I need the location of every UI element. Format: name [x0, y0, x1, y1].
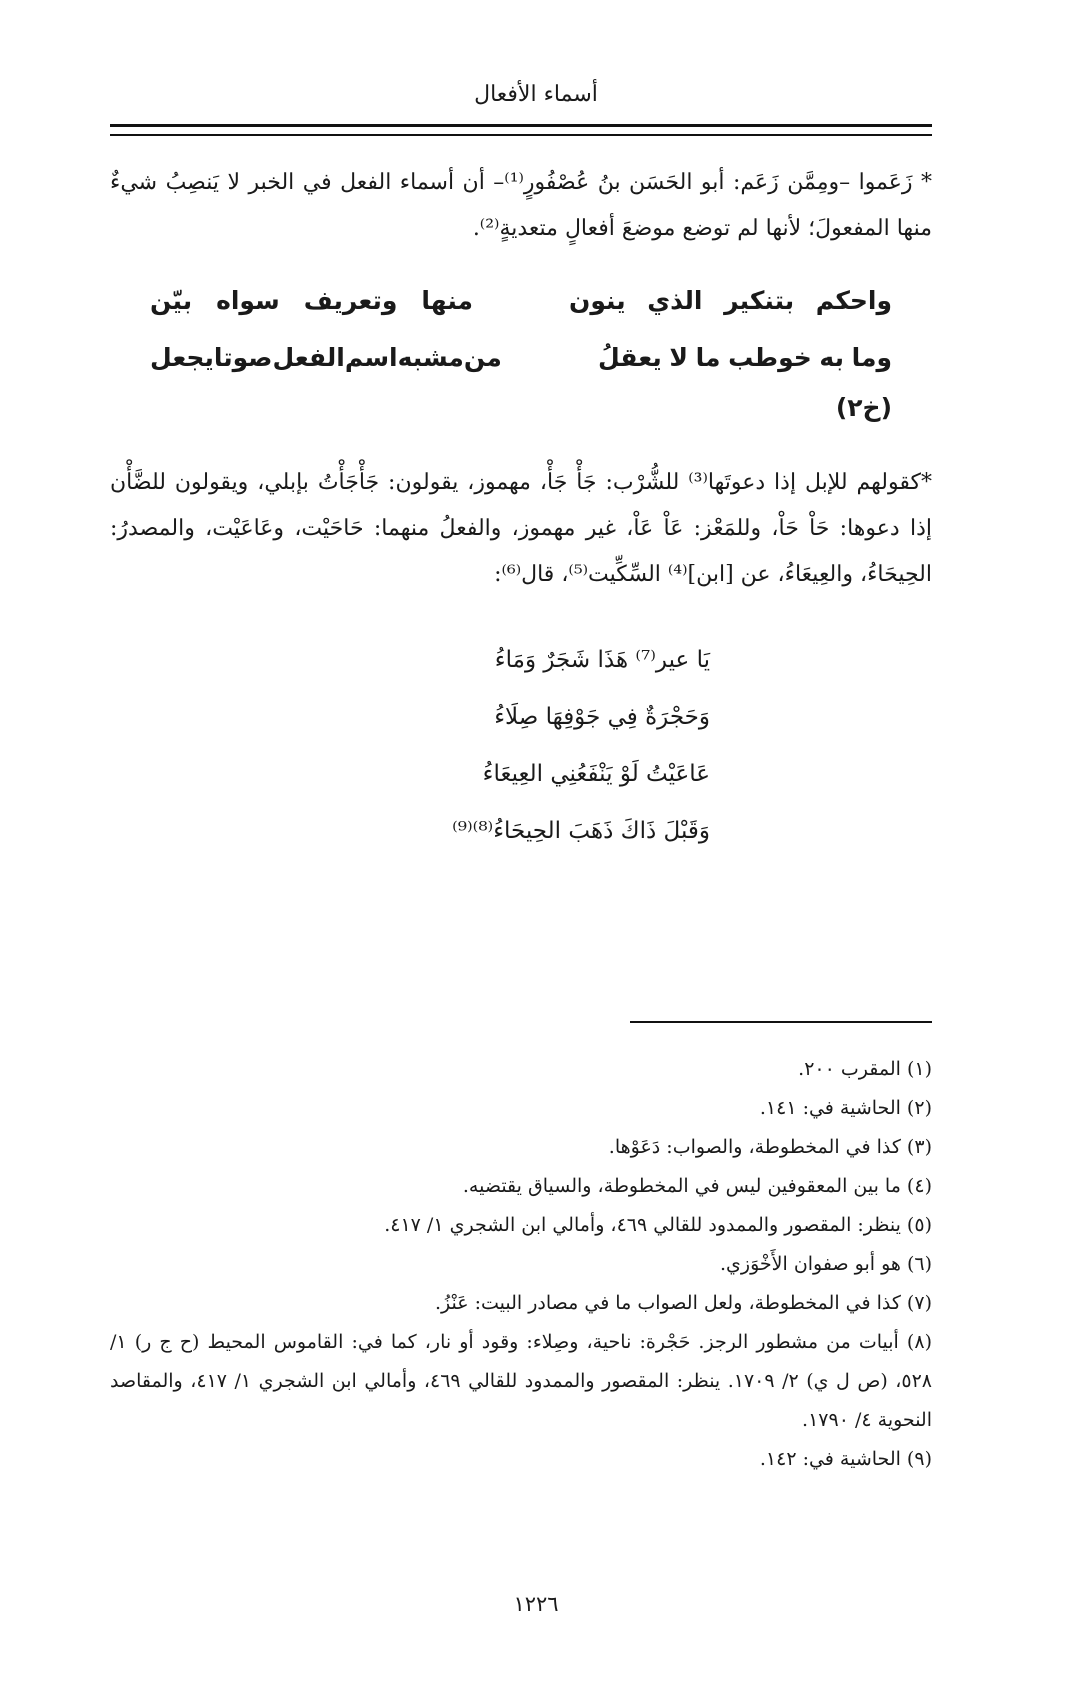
poem-word: يعقلُ	[597, 343, 662, 372]
footnote: (١) المقرب ٢٠٠.	[798, 1058, 932, 1080]
footnote: (٧) كذا في المخطوطة، ولعل الصواب ما في مصادر البيت: عَنْزُ.	[434, 1292, 932, 1314]
paragraph-commentary-1: * زَعَموا –ومِمَّن زَعَم: أبو الحَسَن بنُ عُصْفُورٍ⁽¹⁾– أن أسماء الفعل في الخبر لا يَنصِبُ شيءٌ منها المفعولَ؛ لأنها لم توضع موضعَ أفعالٍ متعديةٍ⁽²⁾.	[110, 170, 932, 241]
verse-line: وَقَبْلَ ذَاكَ ذَهَبَ الحِيحَاءُ⁽⁸⁾⁽⁹⁾	[452, 818, 710, 844]
poem-line-2	[150, 330, 892, 386]
verse-line: وَحَجْرَةٌ فِي جَوْفِهَا صِلَاءُ	[494, 704, 710, 730]
poem-word: ينون	[569, 286, 626, 315]
poem-line-2-second-hemistich	[150, 330, 502, 386]
poem-line-2-first-hemistich	[598, 330, 892, 386]
header-rule-thick	[110, 124, 932, 127]
footnote: (٤) ما بين المعقوفين ليس في المخطوطة، والسياق يقتضيه.	[462, 1175, 932, 1197]
poem-word: الذي	[647, 286, 703, 315]
running-header: أسماء الأفعال	[474, 82, 598, 107]
poem-word: وما	[851, 343, 892, 372]
poem-word: اسم	[344, 343, 398, 372]
rajaz-verses	[0, 632, 1072, 860]
poem-word: سواه	[216, 286, 280, 315]
header-rule-thin	[110, 134, 932, 136]
poem-word: بتنكير	[724, 286, 795, 315]
verse-line: عَاعَيْتُ لَوْ يَنْفَعُنِي العِيعَاءُ	[482, 761, 710, 787]
footnotes	[110, 1050, 932, 1479]
poem-word: ما	[695, 343, 721, 372]
footnote: (٣) كذا في المخطوطة، والصواب: دَعَوْها.	[608, 1136, 932, 1158]
poem-word: مشبه	[397, 343, 464, 372]
footnote: (٨) أبيات من مشطور الرجز. حَجْرة: ناحية، وصِلاء: وقود أو نار، كما في: القاموس المحيط (ح ج ر) ١/ ٥٢٨، (ص ل ي) ٢/ ١٧٠٩. ينظر: المقصور والممدود للقالي ٤٦٩، وأمالي ابن الشجري ١/ ٤١٧، والمقاصد النحوية ٤/ ١٧٩٠.	[110, 1331, 932, 1431]
poem-line-1	[150, 273, 892, 329]
poem-word: وتعريف	[303, 286, 398, 315]
poem-word: يجعل	[150, 343, 214, 372]
footnote-separator	[630, 1021, 932, 1023]
poem-word: خوطب	[728, 343, 812, 372]
poem-word: الفعل	[272, 343, 345, 372]
poem-word: واحكم	[815, 286, 892, 315]
verse-line: يَا عير⁽⁷⁾ هَذَا شَجَرٌ وَمَاءُ	[494, 647, 710, 673]
manuscript-tag: (خ٢)	[835, 393, 892, 422]
poem-word: منها	[421, 286, 473, 315]
footnote: (٢) الحاشية في: ١٤١.	[759, 1097, 932, 1119]
poem-line-1-second-hemistich	[150, 273, 473, 329]
footnote: (٩) الحاشية في: ١٤٢.	[759, 1448, 932, 1470]
poem-word: من	[463, 343, 502, 372]
page-number: ١٢٢٦	[513, 1592, 559, 1616]
poem-line-1-first-hemistich	[569, 273, 892, 329]
poem-word: صوتا	[213, 343, 273, 372]
paragraph-commentary-2: *كقولهم للإبل إذا دعوتَها⁽³⁾ للشُّرْب: جَأْ جَأْ، مهموز، يقولون: جَأْجَأْتُ بإبلي، ويقولون للضَّأْن إذا دعوها: حَاْ حَاْ، وللمَعْز: عَاْ عَاْ، غير مهموز، والفعلُ منهما: حَاحَيْت، وعَاعَيْت، والمصدرُ: الحِيحَاءُ، والعِيعَاءُ، عن [ابن]⁽⁴⁾ السِّكِّيت⁽⁵⁾، قال⁽⁶⁾:	[110, 470, 932, 587]
footnote: (٥) ينظر: المقصور والممدود للقالي ٤٦٩، وأمالي ابن الشجري ١/ ٤١٧.	[384, 1214, 932, 1236]
footnote: (٦) هو أبو صفوان الأَخْوَزي.	[720, 1253, 932, 1275]
poem-word: بيّن	[150, 286, 193, 315]
poem-word: لا	[669, 343, 688, 372]
poem-word: به	[819, 343, 844, 372]
